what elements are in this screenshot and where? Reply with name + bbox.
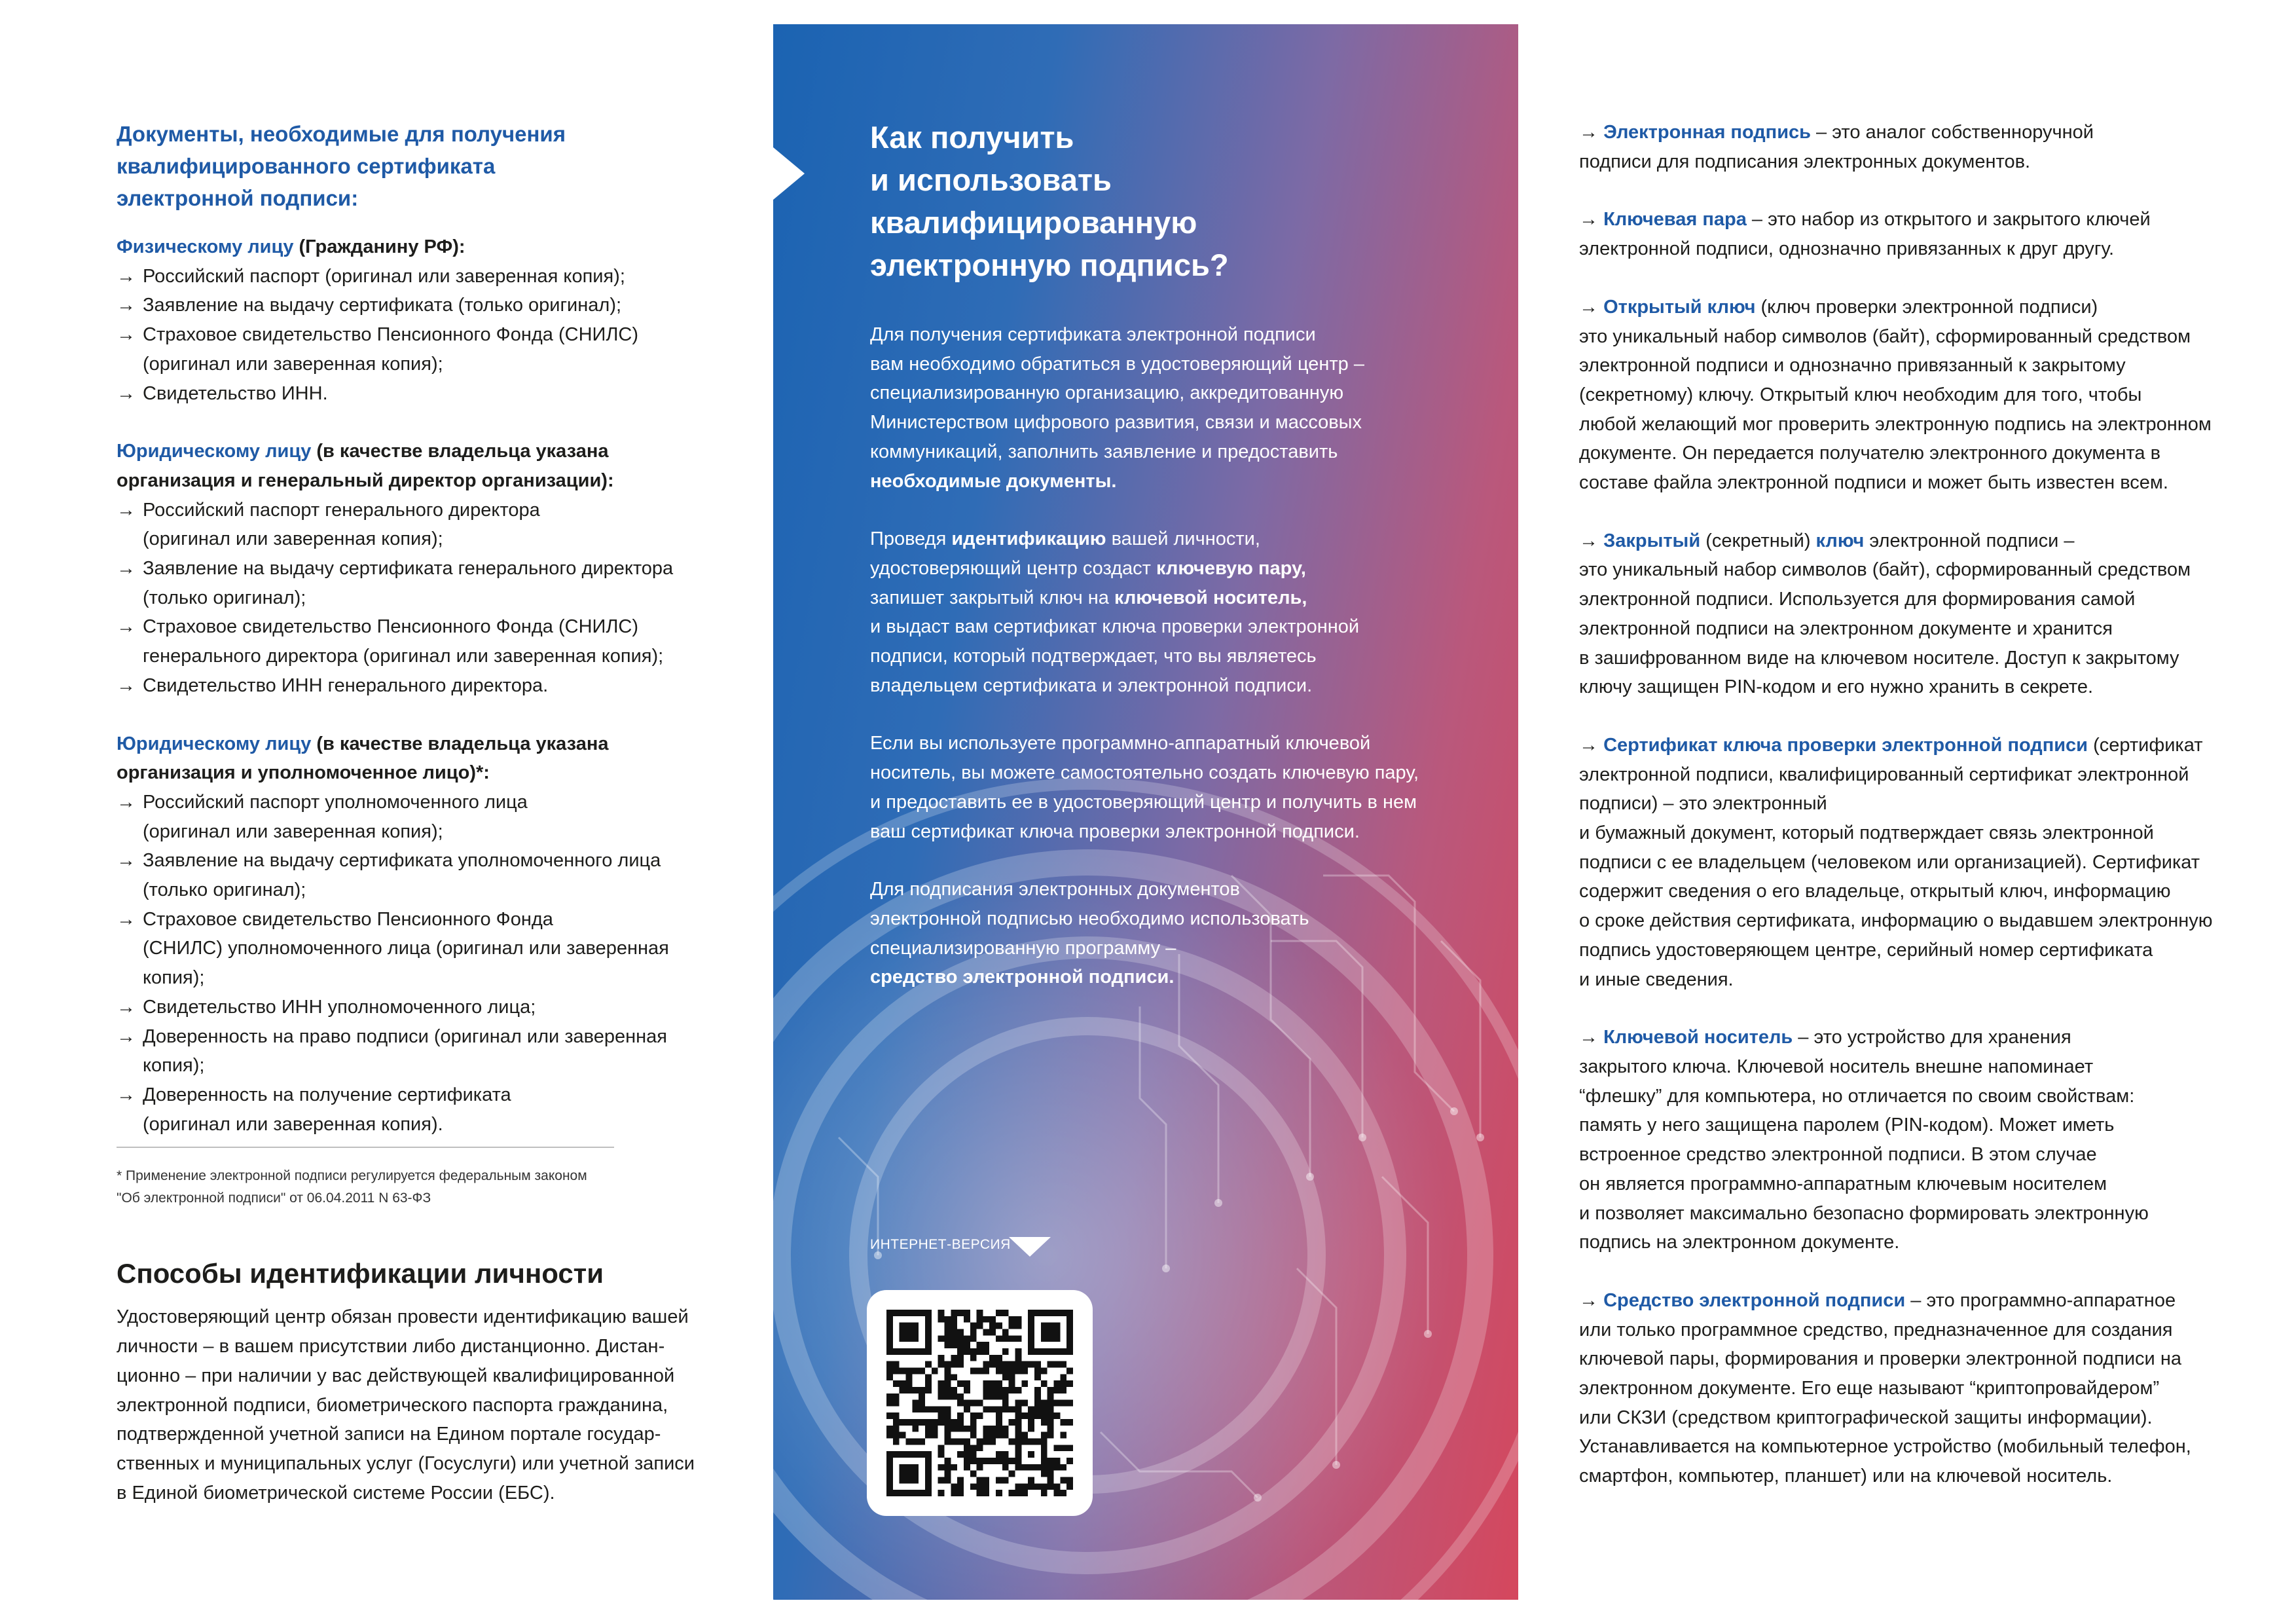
- definition-item: → Ключевой носитель – это устройство для хранения закрытого ключа. Ключевой носитель внешне напоминает “флешку” для компьютера, но отличается по своим свойствам: память у него защищена паролем (PIN-кодом). Может иметь встроенное средство электронной подписи. В этом случае он является программно-аппаратным ключевым носителем и позволяет максимально безопасно формировать электронную подпись на электронном документе.: [1579, 1027, 2149, 1253]
- section-title: Юридическому лицу (в качестве владельца указана: [117, 441, 609, 462]
- list-item: → Заявление на выдачу сертификата генерального директора (только оригинал);: [117, 554, 699, 612]
- panel-content: [870, 116, 1472, 1021]
- section-title: Физическому лицу (Гражданину РФ):: [117, 236, 465, 257]
- identification-title: Способы идентификации личности: [117, 1258, 604, 1289]
- panel-paragraph-1: Для получения сертификата электронной подписи вам необходимо обратиться в удостоверяющий центр – специализированную организацию, аккредитованную Министерством цифрового развития, связи и массовых коммуникаций, заполнить заявление и предоставить необходимые документы.: [870, 324, 1364, 492]
- internet-version-label: ИНТЕРНЕТ-ВЕРСИЯ: [870, 1237, 1011, 1252]
- list-item: → Свидетельство ИНН уполномоченного лица;: [117, 993, 699, 1022]
- qr-code[interactable]: [867, 1290, 1093, 1516]
- list-item: → Свидетельство ИНН генерального директора.: [117, 671, 699, 701]
- qr-code-icon: [886, 1310, 1073, 1496]
- definition-item: → Закрытый (секретный) ключ электронной подписи – это уникальный набор символов (байт), сформированный средством электронной подписи. Используется для формирования самой электронной подписи на электронном документе и хранится в зашифрованном виде на ключевом носителе. Доступ к закрытому ключу защищен PIN-кодом и его нужно хранить в секрете.: [1579, 530, 2191, 698]
- list-item: → Свидетельство ИНН.: [117, 379, 699, 409]
- definition-item: → Сертификат ключа проверки электронной подписи (сертификат электронной подписи, квалифицированный сертификат электронной подписи) – это электронный и бумажный документ, который подтверждает связь электронной подписи с ее владельцем (человеком или организацией). Сертификат содержит сведения о его владельце, открытый ключ, информацию о сроке действия сертификата, информацию о выдавшем электронную подпись удостоверяющем центре, серийный номер сертификата и иные сведения.: [1579, 734, 2213, 990]
- panel-paragraph-3: Если вы используете программно-аппаратный ключевой носитель, вы можете самостоятельно создать ключевую пару, и предоставить ее в удостоверяющий центр и получить в нем ваш сертификат ключа проверки электронной подписи.: [870, 733, 1419, 842]
- section-title: Юридическому лицу (в качестве владельца указана: [117, 733, 609, 754]
- panel-paragraph-2: Проведя идентификацию вашей личности, удостоверяющий центр создаст ключевую пару, запишет закрытый ключ на ключевой носитель, и выдаст вам сертификат ключа проверки электронной подписи, который подтверждает, что вы являетесь владельцем сертификата и электронной подписи.: [870, 528, 1360, 696]
- list-item: → Доверенность на право подписи (оригинал или заверенная копия);: [117, 1022, 699, 1080]
- identification-text: Удостоверяющий центр обязан провести идентификацию вашей личности – в вашем присутствии либо дистанционно. Дистан- ционно – при наличии у вас действующей квалифицированной электронной подписи, биометрического паспорта гражданина, подтвержденной учетной записи на Едином портале государ- ственных и муниципальных услуг (Госуслуги) или учетной записи в Единой биометрической системе России (ЕБС).: [117, 1306, 695, 1504]
- list-item: → Заявление на выдачу сертификата уполномоченного лица (только оригинал);: [117, 846, 699, 904]
- footnote-divider: [117, 1147, 614, 1148]
- list-item: → Заявление на выдачу сертификата (только оригинал);: [117, 291, 699, 320]
- arrow-down-icon: [1009, 1237, 1051, 1257]
- list-item: → Российский паспорт генерального директора (оригинал или заверенная копия);: [117, 496, 699, 554]
- list-item: → Российский паспорт (оригинал или заверенная копия);: [117, 262, 699, 291]
- list-item: → Страховое свидетельство Пенсионного Фонда (СНИЛС) уполномоченного лица (оригинал или заверенная копия);: [117, 905, 699, 993]
- documents-heading: Документы, необходимые для получения квалифицированного сертификата электронной подписи:: [117, 122, 566, 210]
- definition-item: → Средство электронной подписи – это программно-аппаратное или только программное средство, предназначенное для создания ключевой пары, формирования и проверки электронной подписи на электронном документе. Его еще называют “криптопровайдером” или СКЗИ (средством криптографической защиты информации). Устанавливается на компьютерное устройство (мобильный телефон, смартфон, компьютер, планшет) или на ключевой носитель.: [1579, 1289, 2191, 1487]
- list-item: → Доверенность на получение сертификата (оригинал или заверенная копия).: [117, 1080, 699, 1139]
- definition-item: → Электронная подпись – это аналог собственноручной подписи для подписания электронных документов.: [1579, 122, 2094, 172]
- left-column: [117, 118, 699, 1507]
- section-legal-authorized: Юридическому лицу (в качестве владельца указана организация и уполномоченное лицо)*: → Российский паспорт уполномоченного лица (оригинал или заверенная копия); → Заявление на выдачу сертификата уполномоченного лица (только оригинал); → Страховое свидетельство Пенсионного Фонда (СНИЛС) уполномоченного лица (оригинал или заверенная копия); → Свидетельство ИНН уполномоченного лица; → Доверенность на право подписи (оригинал или заверенная копия); → Доверенность на получение сертификата (оригинал или заверенная копия).: [117, 729, 699, 1139]
- panel-title: Как получить и использовать квалифицированную электронную подпись?: [870, 120, 1229, 282]
- list-item: → Страховое свидетельство Пенсионного Фонда (СНИЛС) (оригинал или заверенная копия);: [117, 320, 699, 378]
- right-column: [1579, 118, 2234, 1520]
- list-item: → Страховое свидетельство Пенсионного Фонда (СНИЛС) генерального директора (оригинал или заверенная копия);: [117, 612, 699, 671]
- panel-paragraph-4: Для подписания электронных документов электронной подписью необходимо использовать специализированную программу – средство электронной подписи.: [870, 879, 1309, 988]
- definition-item: → Открытый ключ (ключ проверки электронной подписи) это уникальный набор символов (байт), сформированный средством электронной подписи и однозначно привязанный к закрытому (секретному) ключу. Открытый ключ необходим для того, чтобы любой желающий мог проверить электронную подпись на электронном документе. Он передается получателю электронного документа в составе файла электронной подписи и может быть известен всем.: [1579, 296, 2212, 494]
- definition-item: → Ключевая пара – это набор из открытого и закрытого ключей электронной подписи, однозначно привязанных к друг другу.: [1579, 209, 2151, 260]
- section-legal-director: Юридическому лицу (в качестве владельца указана организация и генеральный директор организации): → Российский паспорт генерального директора (оригинал или заверенная копия); → Заявление на выдачу сертификата генерального директора (только оригинал); → Страховое свидетельство Пенсионного Фонда (СНИЛС) генерального директора (оригинал или заверенная копия); → Свидетельство ИНН генерального директора.: [117, 437, 699, 700]
- list-item: → Российский паспорт уполномоченного лица (оригинал или заверенная копия);: [117, 788, 699, 846]
- panel-notch: [773, 147, 805, 200]
- footnote: * Применение электронной подписи регулируется федеральным законом "Об электронной подписи" от 06.04.2011 N 63-ФЗ: [117, 1168, 587, 1206]
- section-individual: [117, 232, 699, 408]
- cover-panel: [773, 24, 1518, 1600]
